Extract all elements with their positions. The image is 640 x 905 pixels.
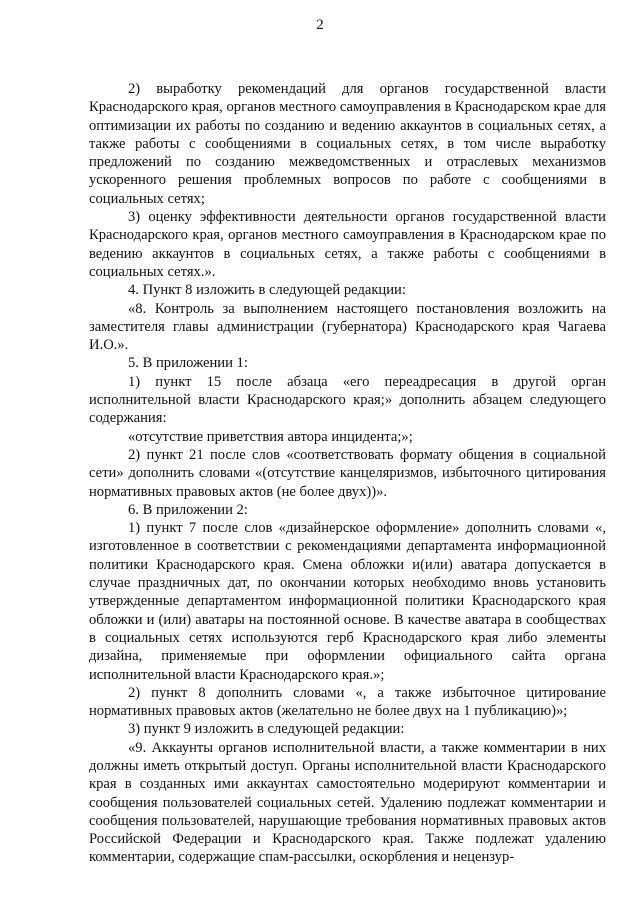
page-number: 2 bbox=[316, 17, 324, 33]
paragraph-appendix1-item-1: 1) пункт 15 после абзаца «его переадресация в другой орган исполнительной власти Краснодарского края;» дополнить абзацем следующего содержания: bbox=[89, 373, 606, 427]
paragraph-appendix2-item-1: 1) пункт 7 после слов «дизайнерское оформление» дополнить словами «, изготовленное в соответствии с рекомендациями департамента информационной политики Краснодарского края. Смена обложки и(или) аватара допускается в случае праздничных дат, по окончании которых необходимо вновь установить утвержденные департаментом информационной политики Краснодарского края обложки и (или) аватары на постоянной основе. В качестве аватара в сообществах в социальных сетях используются герб Краснодарского края либо элементы дизайна, применяемые при оформлении официального сайта органа исполнительной власти Краснодарского края.»; bbox=[89, 520, 606, 683]
paragraph-appendix2-item-3: 3) пункт 9 изложить в следующей редакции: bbox=[128, 721, 405, 738]
paragraph-item-2: 2) выработку рекомендаций для органов государственной власти Краснодарского края, органов местного самоуправления в Краснодарском крае для оптимизации их работы по созданию и ведению аккаунтов в социальных сетях, а также работы с сообщениями в социальных сетях, в том числе выработку предложений по созданию межведомственных и отраслевых механизмов ускоренного решения проблемных вопросов по работе с сообщениями в социальных сетях; bbox=[89, 81, 606, 207]
paragraph-appendix1-item-2: 2) пункт 21 после слов «соответствовать формату общения в социальной сети» дополнить словами «(отсутствие канцеляризмов, избыточного цитирования нормативных правовых актов (не более двух))». bbox=[89, 446, 606, 500]
paragraph-point-6: 6. В приложении 2: bbox=[128, 501, 248, 518]
paragraph-point-5: 5. В приложении 1: bbox=[128, 355, 248, 372]
paragraph-point-9-text: «9. Аккаунты органов исполнительной власти, а также комментарии в них должны иметь открытый доступ. Органы исполнительной власти Краснодарского края в созданных ими аккаунтах самостоятельно модерируют комментарии и сообщения пользователей социальных сетей. Удалению подлежат комментарии и сообщения пользователей, нарушающие требования нормативных правовых актов Российской Федерации и Краснодарского края. Также подлежат удалению комментарии, содержащие спам-рассылки, оскорбления и нецензур- bbox=[89, 739, 606, 866]
paragraph-appendix1-quote: «отсутствие приветствия автора инцидента;»; bbox=[128, 428, 413, 445]
paragraph-point-4: 4. Пункт 8 изложить в следующей редакции: bbox=[128, 282, 406, 299]
document-body bbox=[89, 80, 606, 867]
paragraph-item-3: 3) оценку эффективности деятельности органов государственной власти Краснодарского края, органов местного самоуправления в Краснодарском крае по ведению аккаунтов в социальных сетях, а также работы с сообщениями в социальных сетях.». bbox=[89, 209, 606, 280]
paragraph-appendix2-item-2: 2) пункт 8 дополнить словами «, а также избыточное цитирование нормативных правовых актов (желательно не более двух на 1 публикацию)»; bbox=[89, 684, 606, 720]
paragraph-point-8-text: «8. Контроль за выполнением настоящего постановления возложить на заместителя главы администрации (губернатора) Краснодарского края Чагаева И.О.». bbox=[89, 300, 606, 354]
